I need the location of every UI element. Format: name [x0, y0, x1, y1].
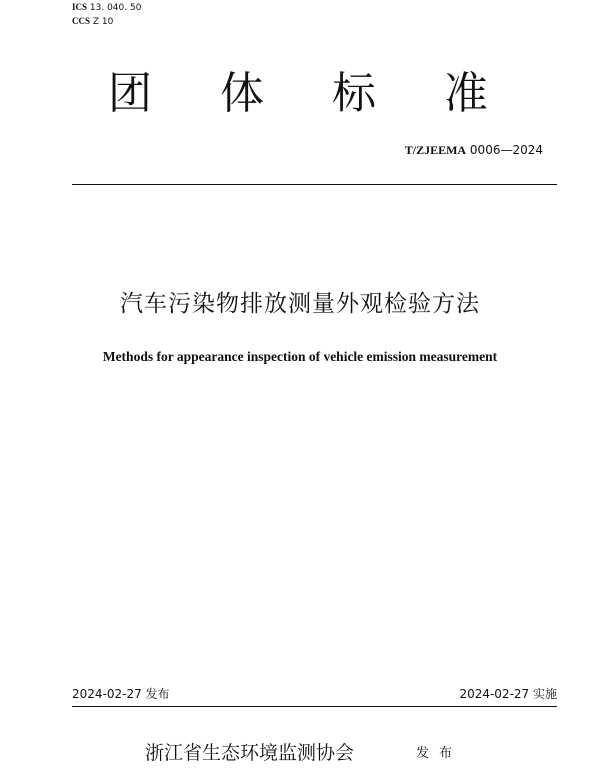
ics-label: ICS	[72, 2, 88, 12]
title-char: 体	[220, 68, 264, 119]
standard-number-value: 0006—2024	[469, 143, 543, 157]
ccs-value: Z 10	[92, 17, 114, 27]
document-title-en: Methods for appearance inspection of vehicle emission measurement	[102, 349, 498, 364]
bottom-divider	[72, 706, 557, 707]
document-title-cn: 汽车污染物排放测量外观检验方法	[120, 291, 480, 317]
title-char: 标	[332, 68, 376, 119]
effective-date: 2024-02-27 实施	[459, 687, 557, 701]
issuer-action: 发布	[416, 746, 463, 761]
issuer-name: 浙江省生态环境监测协会	[145, 742, 355, 764]
release-date: 2024-02-27 发布	[72, 687, 170, 701]
title-char: 准	[444, 68, 488, 119]
classification-codes	[72, 1, 141, 29]
standard-prefix: T/ZJEEMA	[404, 143, 467, 157]
ics-value: 13. 040. 50	[89, 3, 142, 13]
standard-type-title	[108, 66, 488, 122]
ccs-label: CCS	[72, 16, 91, 26]
ccs-code	[72, 15, 141, 29]
title-char: 团	[108, 68, 152, 119]
standard-number	[405, 142, 543, 158]
ics-code	[72, 1, 141, 15]
top-divider	[72, 184, 557, 185]
